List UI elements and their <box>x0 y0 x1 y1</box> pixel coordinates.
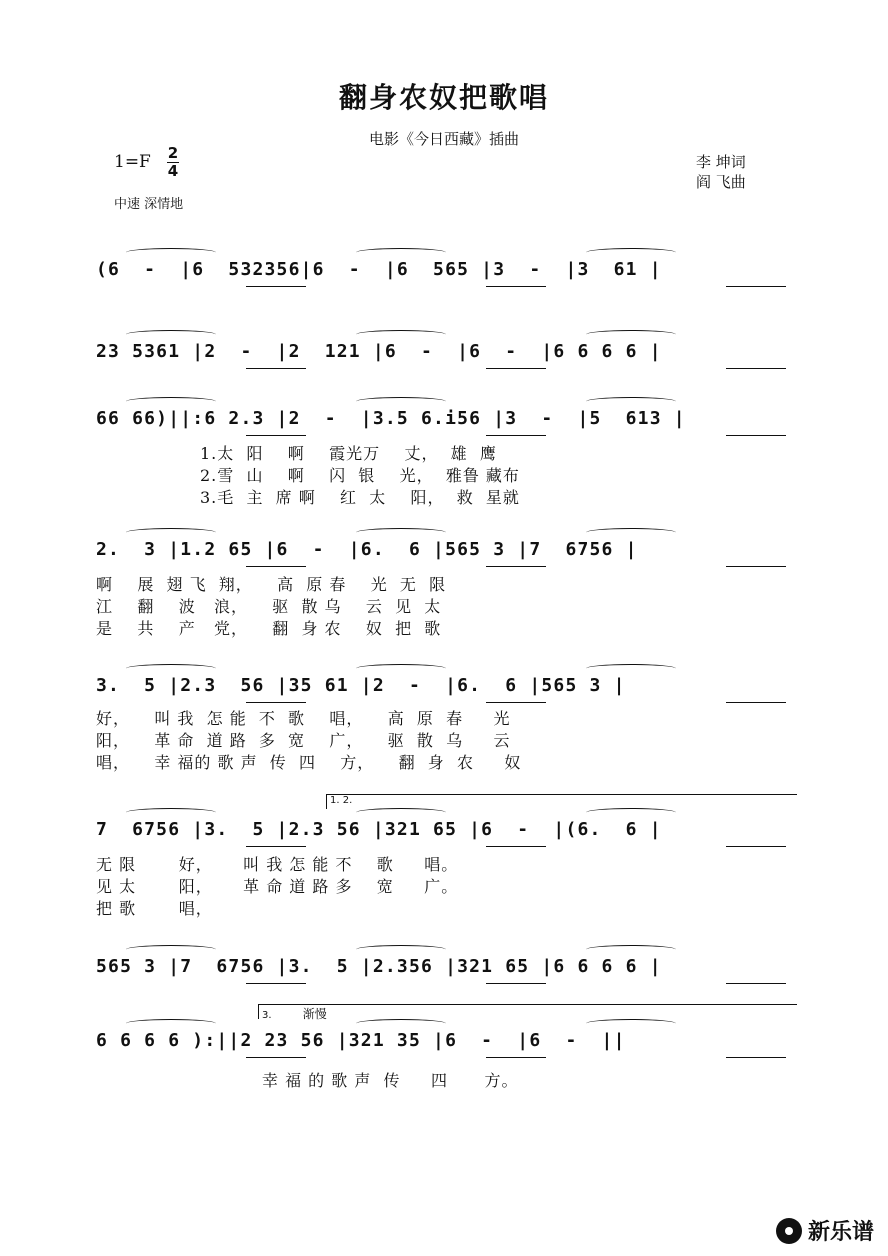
beam-line <box>486 286 546 287</box>
credits <box>696 152 746 192</box>
slur-arc <box>356 1019 446 1028</box>
time-signature-bottom: 4 <box>167 162 179 180</box>
beam-line <box>246 286 306 287</box>
slur-arc <box>586 330 676 339</box>
slur-arc <box>356 664 446 673</box>
beam-line <box>246 368 306 369</box>
slur-arc <box>356 808 446 817</box>
site-logo <box>776 1215 874 1246</box>
lyric-line: 3.毛 主 席 啊 红 太 阳， 救 星就 <box>200 488 520 507</box>
slur-arc <box>586 664 676 673</box>
beam-line <box>486 566 546 567</box>
score-line <box>96 340 804 370</box>
score-line <box>96 1029 804 1059</box>
beam-line <box>726 566 786 567</box>
subtitle: 电影《今日西藏》插曲 <box>368 130 519 148</box>
lyricist: 李 坤词 <box>696 153 746 171</box>
composer: 阎 飞曲 <box>696 173 746 191</box>
lyric-line: 2.雪 山 啊 闪 银 光， 雅鲁 藏布 <box>200 466 520 485</box>
beam-line <box>726 286 786 287</box>
lyric-line: 1.太 阳 啊 霞光万 丈， 雄 鹰 <box>200 444 497 463</box>
logo-text: 新乐谱 <box>807 1220 874 1245</box>
score-line <box>96 407 804 437</box>
slur-arc <box>586 397 676 406</box>
volta-label: 3. <box>262 1010 272 1021</box>
lyric-line: 把 歌 唱， <box>96 899 213 918</box>
lyric-line: 阳， 革 命 道 路 多 宽 广， 驱 散 乌 云 <box>96 731 511 750</box>
slur-arc <box>586 248 676 257</box>
slur-arc <box>126 528 216 537</box>
beam-line <box>726 846 786 847</box>
slur-arc <box>586 808 676 817</box>
time-signature-top: 2 <box>167 144 179 162</box>
beam-line <box>486 983 546 984</box>
lyric-line: 无 限 好， 叫 我 怎 能 不 歌 唱。 <box>96 855 459 874</box>
beam-line <box>486 1057 546 1058</box>
beam-line <box>246 702 306 703</box>
tempo-marking: 中速 深情地 <box>114 197 184 212</box>
beam-line <box>246 435 306 436</box>
score-line <box>96 674 804 704</box>
score-line <box>96 955 804 985</box>
record-icon <box>776 1218 802 1244</box>
beam-line <box>246 566 306 567</box>
notes-row: 565 3 |7 6756 |3. 5 |2.356 |321 65 |6 6 6 6 | <box>96 956 662 977</box>
beam-line <box>726 368 786 369</box>
key-signature: 1=F <box>114 152 151 172</box>
slur-arc <box>356 528 446 537</box>
slur-arc <box>356 330 446 339</box>
page-title: 翻身农奴把歌唱 <box>338 81 549 114</box>
beam-line <box>726 702 786 703</box>
notes-row: 6 6 6 6 ):||2 23 56 |321 35 |6 - |6 - || <box>96 1030 626 1051</box>
lyric-line: 唱， 幸 福的 歌 声 传 四 方， 翻 身 农 奴 <box>96 753 522 772</box>
lyric-line: 好， 叫 我 怎 能 不 歌 唱， 高 原 春 光 <box>96 709 511 728</box>
notes-row: 23 5361 |2 - |2 121 |6 - |6 - |6 6 6 6 | <box>96 341 662 362</box>
score-line <box>96 538 804 568</box>
lyric-line: 江 翻 波 浪， 驱 散 乌 云 见 太 <box>96 597 442 616</box>
slur-arc <box>126 248 216 257</box>
beam-line <box>486 846 546 847</box>
slur-arc <box>126 397 216 406</box>
lyric-line: 幸 福 的 歌 声 传 四 方。 <box>262 1071 519 1090</box>
slur-arc <box>126 1019 216 1028</box>
slur-arc <box>126 808 216 817</box>
slur-arc <box>126 945 216 954</box>
notes-row: 2. 3 |1.2 65 |6 - |6. 6 |565 3 |7 6756 | <box>96 539 638 560</box>
beam-line <box>486 435 546 436</box>
slur-arc <box>586 528 676 537</box>
notes-row: 3. 5 |2.3 56 |35 61 |2 - |6. 6 |565 3 | <box>96 675 626 696</box>
notes-row: (6 - |6 532356|6 - |6 565 |3 - |3 61 | <box>96 259 662 280</box>
score-line <box>96 818 804 848</box>
volta-bracket-3 <box>258 1004 797 1019</box>
slur-arc <box>356 397 446 406</box>
beam-line <box>246 1057 306 1058</box>
lyric-line: 是 共 产 党， 翻 身 农 奴 把 歌 <box>96 619 442 638</box>
volta-label: 1. 2. <box>330 795 353 806</box>
score-line <box>96 258 804 288</box>
slur-arc <box>586 945 676 954</box>
beam-line <box>486 702 546 703</box>
notes-row: 66 66)||:6 2.3 |2 - |3.5 6.i56 |3 - |5 613 | <box>96 408 686 429</box>
volta-bracket-1-2 <box>326 794 797 809</box>
beam-line <box>246 983 306 984</box>
slur-arc <box>586 1019 676 1028</box>
slur-arc <box>126 330 216 339</box>
slur-arc <box>356 248 446 257</box>
beam-line <box>486 368 546 369</box>
lyric-line: 啊 展 翅 飞 翔， 高 原 春 光 无 限 <box>96 575 447 594</box>
notes-row: 7 6756 |3. 5 |2.3 56 |321 65 |6 - |(6. 6 | <box>96 819 662 840</box>
slur-arc <box>356 945 446 954</box>
beam-line <box>246 846 306 847</box>
beam-line <box>726 1057 786 1058</box>
lyric-line: 见 太 阳， 革 命 道 路 多 宽 广。 <box>96 877 459 896</box>
tempo-rit: 渐慢 <box>302 1007 327 1021</box>
slur-arc <box>126 664 216 673</box>
beam-line <box>726 983 786 984</box>
time-signature <box>166 146 180 179</box>
beam-line <box>726 435 786 436</box>
